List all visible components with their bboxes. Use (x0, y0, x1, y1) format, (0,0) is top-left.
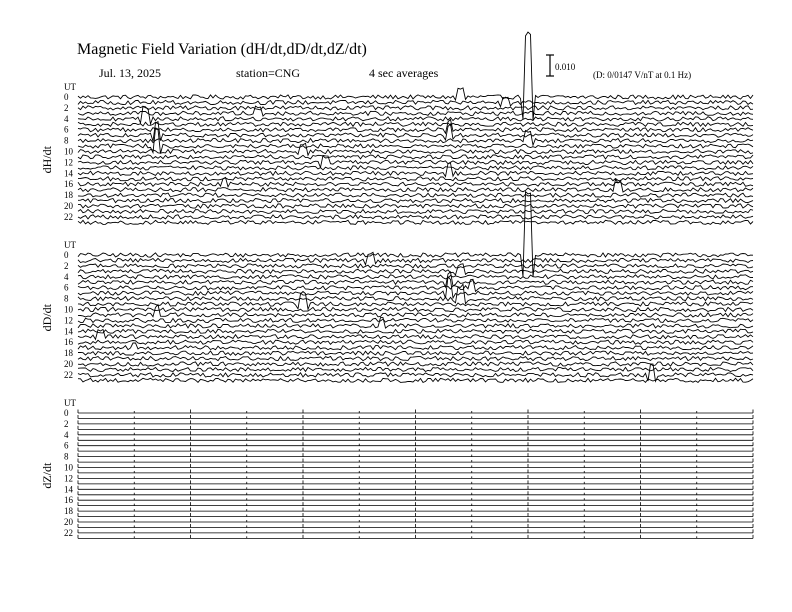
hour-label: 10 (64, 462, 73, 473)
hour-label: 20 (64, 201, 73, 211)
trace-hour-1 (78, 97, 753, 106)
panel-ylabel: dH/dt (40, 146, 54, 174)
trace-hour-2 (78, 106, 753, 110)
hour-label: 10 (64, 304, 73, 315)
trace-hour-11 (78, 155, 753, 159)
hour-label: 4 (64, 429, 69, 440)
figure-title: Magnetic Field Variation (dH/dt,dD/dt,dZ/dt) (77, 41, 367, 58)
trace-hour-20 (78, 204, 753, 208)
trace-hour-17 (78, 179, 753, 192)
hour-label: 0 (64, 408, 69, 418)
hour-label: 22 (64, 211, 73, 222)
hour-label: 14 (64, 168, 73, 179)
trace-hour-23 (78, 378, 753, 382)
trace-hour-19 (78, 357, 753, 361)
hour-label: 4 (64, 271, 69, 282)
panel-dh-dt (40, 32, 753, 224)
trace-hour-4 (78, 275, 753, 279)
hour-label: 6 (64, 440, 69, 451)
trace-hour-19 (78, 199, 753, 203)
ut-axis-label: UT (64, 398, 76, 408)
trace-hour-14 (78, 163, 753, 176)
scale-bar-value: 0.010 (555, 62, 576, 72)
hour-label: 8 (64, 135, 69, 146)
trace-hour-21 (78, 209, 753, 213)
hour-label: 18 (64, 506, 73, 517)
trace-hour-10 (78, 307, 753, 311)
station-label: station=CNG (236, 66, 301, 80)
trace-hour-22 (78, 364, 753, 381)
hour-label: 16 (64, 179, 73, 190)
ut-axis-label: UT (64, 82, 76, 92)
trace-hour-12 (78, 318, 753, 322)
trace-hour-3 (78, 264, 753, 275)
ut-axis-label: UT (64, 240, 76, 250)
hour-label: 16 (64, 337, 73, 348)
trace-hour-18 (78, 351, 753, 355)
hour-label: 22 (64, 527, 73, 538)
hour-label: 18 (64, 348, 73, 359)
hour-label: 2 (64, 418, 69, 429)
panel-ylabel: dD/dt (40, 304, 54, 332)
hour-label: 12 (64, 473, 73, 484)
panel-dz-dt (40, 398, 753, 538)
hour-label: 8 (64, 451, 69, 462)
scale-bar (546, 55, 576, 76)
trace-hour-14 (78, 329, 753, 333)
trace-hour-9 (78, 128, 753, 154)
trace-hour-2 (78, 264, 753, 268)
panel-ylabel: dZ/dt (40, 462, 54, 489)
trace-hour-22 (78, 215, 753, 219)
hour-label: 6 (64, 124, 69, 135)
hour-label: 6 (64, 282, 69, 293)
hour-label: 0 (64, 250, 69, 260)
trace-hour-5 (78, 272, 753, 287)
trace-hour-8 (78, 131, 753, 146)
trace-hour-21 (78, 367, 753, 371)
hour-label: 22 (64, 369, 73, 380)
hour-label: 2 (64, 102, 69, 113)
hour-label: 12 (64, 157, 73, 168)
averaging-label: 4 sec averages (369, 66, 439, 80)
hour-label: 8 (64, 293, 69, 304)
hour-label: 20 (64, 359, 73, 369)
panel-dd-dt (40, 192, 753, 383)
scale-note: (D: 0/0147 V/nT at 0.1 Hz) (593, 70, 692, 80)
hour-label: 0 (64, 92, 69, 102)
trace-hour-16 (78, 340, 753, 344)
hour-label: 20 (64, 517, 73, 527)
hour-label: 14 (64, 484, 73, 495)
trace-hour-5 (78, 122, 753, 126)
trace-hour-13 (78, 166, 753, 170)
hour-label: 12 (64, 315, 73, 326)
trace-hour-18 (78, 193, 753, 197)
hour-label: 10 (64, 146, 73, 157)
date-label: Jul. 13, 2025 (99, 66, 162, 80)
trace-hour-3 (78, 106, 753, 116)
panels (40, 32, 753, 538)
trace-hour-23 (78, 220, 753, 224)
hour-label: 18 (64, 190, 73, 201)
hour-label: 4 (64, 113, 69, 124)
trace-hour-15 (78, 177, 753, 181)
hour-label: 16 (64, 495, 73, 506)
hour-label: 14 (64, 326, 73, 337)
hour-label: 2 (64, 260, 69, 271)
trace-hour-17 (78, 343, 753, 350)
